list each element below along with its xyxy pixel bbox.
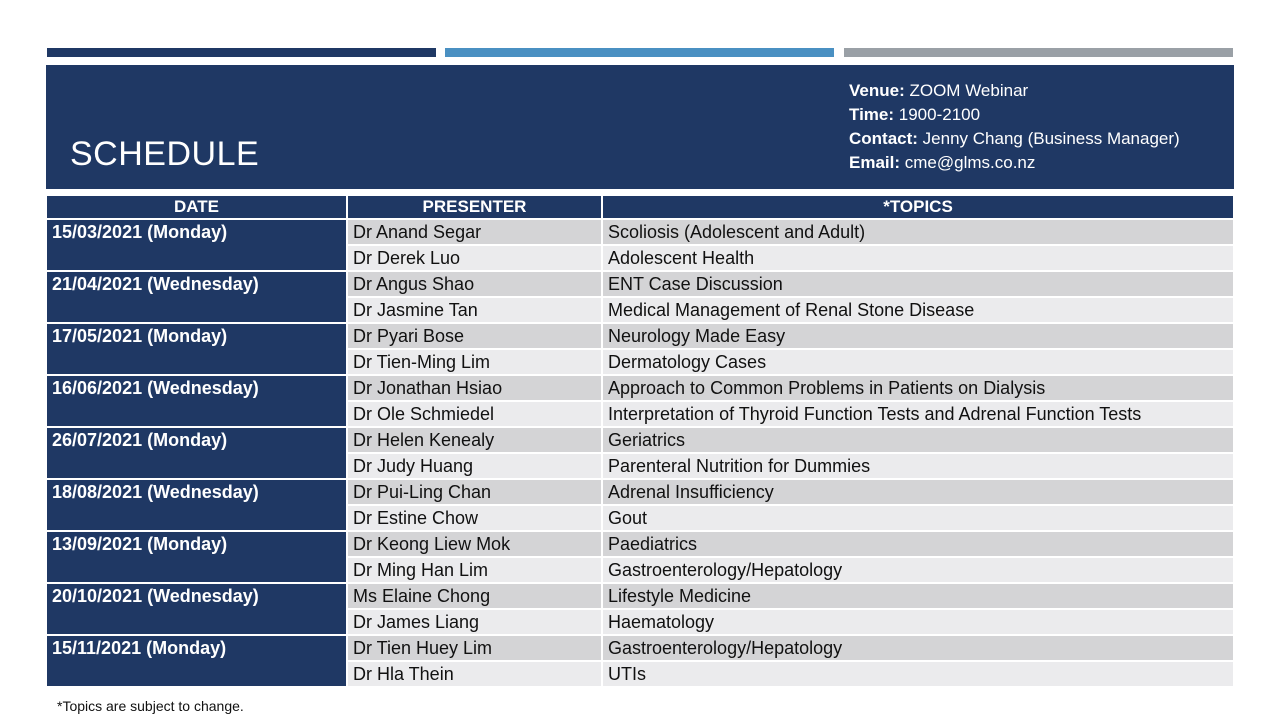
date-cell: 21/04/2021 (Wednesday) [47, 271, 347, 323]
presenter-cell: Dr Keong Liew Mok [347, 531, 602, 557]
presenter-cell: Dr Ming Han Lim [347, 557, 602, 583]
presenter-cell: Dr Angus Shao [347, 271, 602, 297]
presenter-cell: Dr Ole Schmiedel [347, 401, 602, 427]
date-cell: 13/09/2021 (Monday) [47, 531, 347, 583]
presenter-cell: Dr Pui-Ling Chan [347, 479, 602, 505]
date-cell: 16/06/2021 (Wednesday) [47, 375, 347, 427]
topic-cell: Interpretation of Thyroid Function Tests and Adrenal Function Tests [602, 401, 1233, 427]
topic-cell: ENT Case Discussion [602, 271, 1233, 297]
contact-label: Contact: [849, 129, 918, 148]
topic-cell: Approach to Common Problems in Patients on Dialysis [602, 375, 1233, 401]
schedule-table [47, 196, 1233, 686]
table-row [47, 323, 1233, 349]
table-header-row [47, 196, 1233, 219]
presenter-cell: Dr Jasmine Tan [347, 297, 602, 323]
accent-bar-gray [844, 48, 1233, 57]
table-row [47, 583, 1233, 609]
presenter-cell: Dr Pyari Bose [347, 323, 602, 349]
table-row [47, 531, 1233, 557]
header-banner [46, 65, 1234, 189]
column-header-date: DATE [47, 196, 347, 219]
column-header-topics: *TOPICS [602, 196, 1233, 219]
date-cell: 15/11/2021 (Monday) [47, 635, 347, 686]
presenter-cell: Dr Jonathan Hsiao [347, 375, 602, 401]
presenter-cell: Dr Estine Chow [347, 505, 602, 531]
venue-label: Venue: [849, 81, 905, 100]
table-row [47, 375, 1233, 401]
email-line [849, 151, 1180, 175]
presenter-cell: Dr Hla Thein [347, 661, 602, 686]
topic-cell: Medical Management of Renal Stone Disease [602, 297, 1233, 323]
accent-bar-navy [47, 48, 436, 57]
table-row [47, 427, 1233, 453]
event-info [849, 79, 1180, 175]
page-title: SCHEDULE [70, 135, 260, 173]
topic-cell: Gastroenterology/Hepatology [602, 635, 1233, 661]
email-value: cme@glms.co.nz [900, 153, 1036, 172]
presenter-cell: Dr Derek Luo [347, 245, 602, 271]
date-cell: 26/07/2021 (Monday) [47, 427, 347, 479]
topic-cell: Adrenal Insufficiency [602, 479, 1233, 505]
presenter-cell: Ms Elaine Chong [347, 583, 602, 609]
table-row [47, 479, 1233, 505]
column-header-presenter: PRESENTER [347, 196, 602, 219]
topic-cell: UTIs [602, 661, 1233, 686]
date-cell: 18/08/2021 (Wednesday) [47, 479, 347, 531]
topic-cell: Adolescent Health [602, 245, 1233, 271]
presenter-cell: Dr Judy Huang [347, 453, 602, 479]
contact-value: Jenny Chang (Business Manager) [917, 129, 1180, 148]
date-cell: 17/05/2021 (Monday) [47, 323, 347, 375]
venue-line [849, 79, 1180, 103]
topic-cell: Gastroenterology/Hepatology [602, 557, 1233, 583]
topic-cell: Gout [602, 505, 1233, 531]
footnote: *Topics are subject to change. [57, 698, 244, 714]
venue-value: ZOOM Webinar [904, 81, 1029, 100]
time-value: 1900-2100 [894, 105, 981, 124]
presenter-cell: Dr Anand Segar [347, 219, 602, 245]
topic-cell: Haematology [602, 609, 1233, 635]
time-line [849, 103, 1180, 127]
accent-bar-blue [445, 48, 834, 57]
table-row [47, 219, 1233, 245]
topic-cell: Paediatrics [602, 531, 1233, 557]
topic-cell: Dermatology Cases [602, 349, 1233, 375]
topic-cell: Scoliosis (Adolescent and Adult) [602, 219, 1233, 245]
contact-line [849, 127, 1180, 151]
time-label: Time: [849, 105, 895, 124]
topic-cell: Parenteral Nutrition for Dummies [602, 453, 1233, 479]
date-cell: 15/03/2021 (Monday) [47, 219, 347, 271]
table-row [47, 271, 1233, 297]
topic-cell: Neurology Made Easy [602, 323, 1233, 349]
presenter-cell: Dr Helen Kenealy [347, 427, 602, 453]
date-cell: 20/10/2021 (Wednesday) [47, 583, 347, 635]
table-row [47, 635, 1233, 661]
schedule-body [47, 219, 1233, 686]
topic-cell: Geriatrics [602, 427, 1233, 453]
topic-cell: Lifestyle Medicine [602, 583, 1233, 609]
presenter-cell: Dr James Liang [347, 609, 602, 635]
presenter-cell: Dr Tien Huey Lim [347, 635, 602, 661]
email-label: Email: [849, 153, 901, 172]
presenter-cell: Dr Tien-Ming Lim [347, 349, 602, 375]
